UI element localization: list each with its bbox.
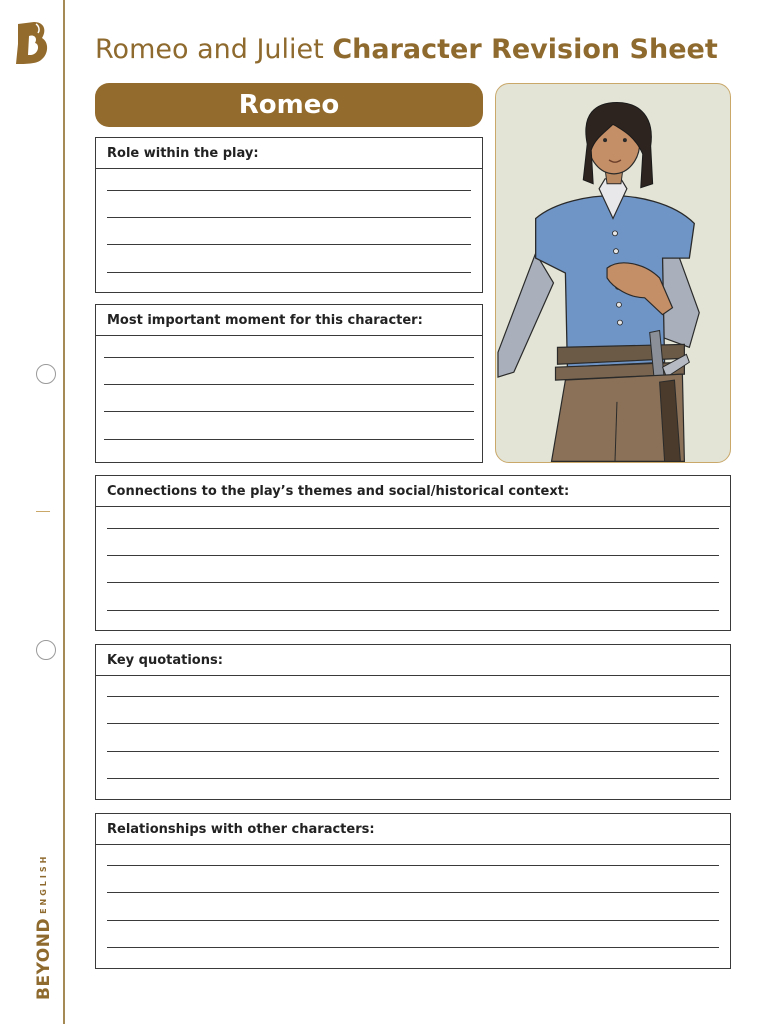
beyond-logo-icon [14,20,50,66]
section-key-quotations [95,644,731,800]
writing-line [107,696,719,697]
binder-hole-icon [36,640,56,660]
section-heading: Key quotations: [96,645,730,676]
section-heading: Role within the play: [96,138,482,169]
section-themes-context [95,475,731,631]
brand-wordmark [34,854,54,1000]
writing-line [107,582,719,583]
writing-line [107,555,719,556]
writing-line [104,439,474,440]
writing-line [107,610,719,611]
writing-line [104,384,474,385]
fold-mark [36,511,50,512]
writing-line [107,723,719,724]
writing-line [107,244,471,245]
character-portrait [495,83,731,463]
writing-line [104,357,474,358]
romeo-illustration [496,84,730,462]
character-name: Romeo [238,90,340,120]
section-heading: Connections to the play’s themes and social/historical context: [96,476,730,507]
section-heading: Most important moment for this character: [96,305,482,336]
section-heading: Relationships with other characters: [96,814,730,845]
section-role [95,137,483,293]
writing-line [107,190,471,191]
writing-line [107,947,719,948]
writing-line [107,778,719,779]
section-important-moment [95,304,483,463]
page-title [95,34,718,65]
character-name-banner [95,83,483,127]
writing-line [107,751,719,752]
writing-line [104,411,474,412]
title-sheet: Character Revision Sheet [332,34,718,65]
binder-hole-icon [36,364,56,384]
writing-line [107,892,719,893]
writing-line [107,920,719,921]
margin-rule [63,0,65,1024]
writing-line [107,865,719,866]
section-relationships [95,813,731,969]
brand-word-beyond: BEYOND [34,917,54,1000]
brand-word-english: ENGLISH [39,853,48,914]
title-play: Romeo and Juliet [95,34,324,65]
writing-line [107,217,471,218]
writing-line [107,272,471,273]
writing-line [107,528,719,529]
